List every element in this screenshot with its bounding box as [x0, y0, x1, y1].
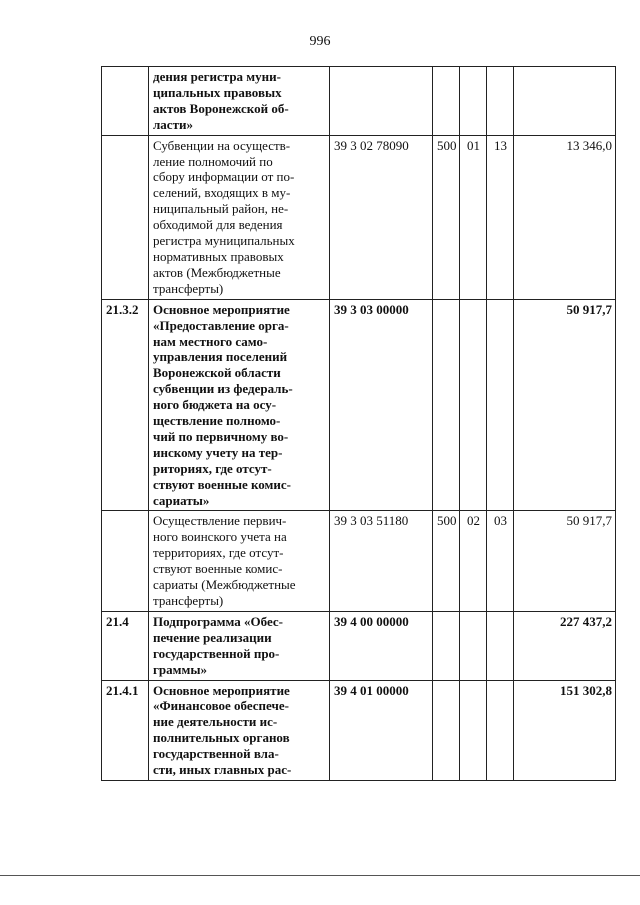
row-vr-cell: 500 [433, 511, 460, 611]
table-row [102, 299, 616, 511]
row-vr-cell [433, 680, 460, 780]
row-amount-cell: 50 917,7 [514, 299, 616, 511]
page-number: 996 [309, 34, 331, 49]
row-amount-cell: 227 437,2 [514, 611, 616, 680]
row-name-cell: Подпрограмма «Обес- печение реализации государственной про- граммы» [149, 611, 330, 680]
row-code-cell: 39 3 03 00000 [330, 299, 433, 511]
row-name-cell: Основное мероприятие «Финансовое обеспече- ние деятельности ис- полнительных органов государственной вла- сти, иных главных рас- [149, 680, 330, 780]
row-pr-cell [487, 67, 514, 136]
row-vr-cell [433, 67, 460, 136]
row-rz-cell [460, 680, 487, 780]
row-code-cell [330, 67, 433, 136]
row-code-cell: 39 4 00 00000 [330, 611, 433, 680]
row-rz-cell: 01 [460, 135, 487, 299]
row-pr-cell [487, 299, 514, 511]
row-pr-cell: 03 [487, 511, 514, 611]
row-number-cell: 21.3.2 [102, 299, 149, 511]
budget-table [101, 66, 616, 781]
row-name-cell: Субвенции на осуществ- ление полномочий по сбору информации от по- селений, входящих в му- ниципальный район, не- обходимой для ведения регистра муниципальных нормативных правовых актов (Межбюджетные трансферты) [149, 135, 330, 299]
row-rz-cell: 02 [460, 511, 487, 611]
table-row [102, 680, 616, 780]
row-pr-cell: 13 [487, 135, 514, 299]
row-name-cell: дения регистра муни- ципальных правовых актов Воронежской об- ласти» [149, 67, 330, 136]
row-number-cell [102, 135, 149, 299]
row-code-cell: 39 3 02 78090 [330, 135, 433, 299]
table-row [102, 611, 616, 680]
row-amount-cell: 151 302,8 [514, 680, 616, 780]
table-row [102, 511, 616, 611]
table-body [102, 67, 616, 781]
row-rz-cell [460, 67, 487, 136]
row-code-cell: 39 3 03 51180 [330, 511, 433, 611]
table-row [102, 135, 616, 299]
row-number-cell [102, 511, 149, 611]
footer-rule [0, 875, 640, 876]
row-rz-cell [460, 299, 487, 511]
row-pr-cell [487, 680, 514, 780]
row-code-cell: 39 4 01 00000 [330, 680, 433, 780]
row-vr-cell [433, 299, 460, 511]
row-number-cell [102, 67, 149, 136]
row-number-cell: 21.4.1 [102, 680, 149, 780]
row-number-cell: 21.4 [102, 611, 149, 680]
row-vr-cell: 500 [433, 135, 460, 299]
row-vr-cell [433, 611, 460, 680]
row-amount-cell [514, 67, 616, 136]
row-pr-cell [487, 611, 514, 680]
row-amount-cell: 13 346,0 [514, 135, 616, 299]
row-amount-cell: 50 917,7 [514, 511, 616, 611]
row-rz-cell [460, 611, 487, 680]
row-name-cell: Осуществление первич- ного воинского учета на территориях, где отсут- ствуют военные комис- сариаты (Межбюджетные трансферты) [149, 511, 330, 611]
table-row [102, 67, 616, 136]
row-name-cell: Основное мероприятие «Предоставление орга- нам местного само- управления поселений Воронежской области субвенции из федераль- ного бюджета на осу- ществление полномо- чий по первичному во- инскому учету на тер- риториях, где отсут- ствуют военные комис- сариаты» [149, 299, 330, 511]
